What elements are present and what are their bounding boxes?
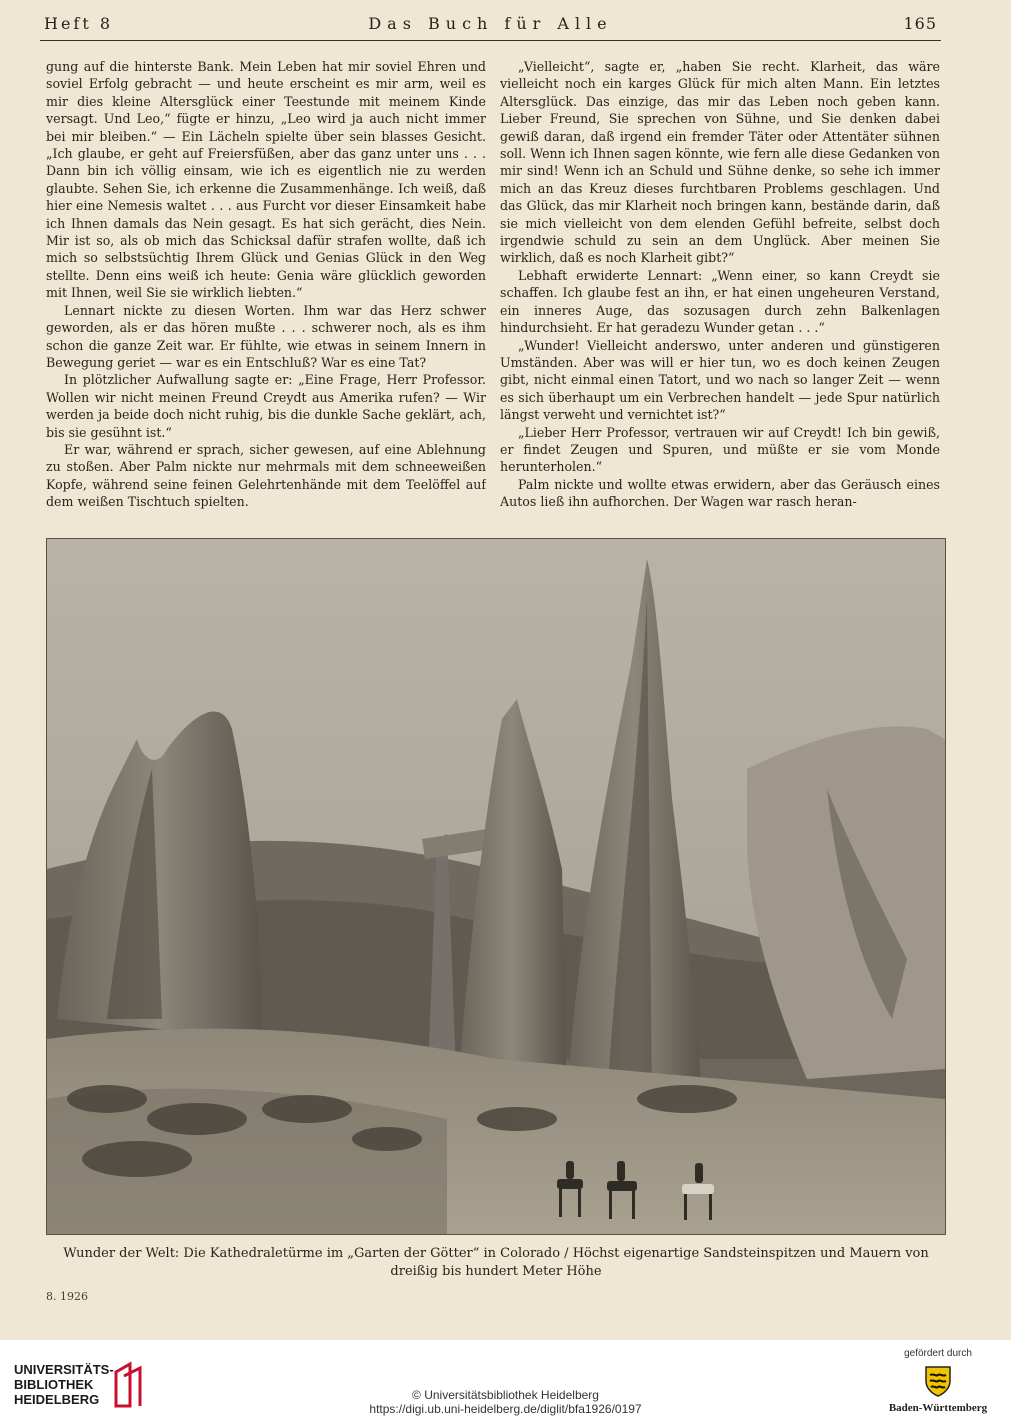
text-column-left [46, 58, 486, 518]
copyright-notice [0, 1388, 1011, 1416]
paragraph: „Vielleicht“, sagte er, „haben Sie recht. Klarheit, das wäre vielleicht noch ein karges Glück für mich alten Mann. Ein letztes Altersglück. Das einzige, das mir das Leben noch geben kann. Lieber Freund, Sie sprechen von Sühne, und Sie denken dabei gewiß daran, daß irgend ein fremder Täter oder Attentäter sühnen soll. Wenn ich Ihnen sagen könnte, wie fern alle diese Gedanken von mir sind! Wenn ich an Schuld und Sühne denke, so sehe ich immer mich an das Kreuz dieses furchtbaren Problems geschlagen. Und das Glück, das mir Klarheit noch bringen kann, bestände darin, daß sie mich vielleicht von dem elenden Gefühl befreite, selbst doch irgendwie schuld zu sein an dem Unglück. Aber meinen Sie wirklich, daß es noch Klarheit gibt?“ [500, 59, 940, 266]
paragraph: Er war, während er sprach, sicher gewesen, auf eine Ablehnung zu stoßen. Aber Palm nickte nur mehrmals mit dem schneeweißen Kopfe, während seine feinen Gelehrtenhände mit dem Teelöffel auf dem weißen Tischtuch spielten. [46, 441, 486, 510]
state-crest-icon [921, 1363, 955, 1397]
copyright-text: © Universitätsbibliothek Heidelberg [412, 1388, 599, 1402]
digitization-footer [0, 1340, 1011, 1418]
library-name-line: UNIVERSITÄTS- [14, 1362, 114, 1377]
paragraph: Lennart nickte zu diesen Worten. Ihm war das Herz schwer geworden, als er das hören mußte . . . schwerer noch, als es ihm schon die ganze Zeit war. Er fühlte, wie etwas in seinem Innern in Bewegung geriet — war es ein Entschluß? War es eine Tat? [46, 302, 486, 370]
publication-title: Das Buch für Alle [368, 14, 613, 33]
paragraph: gung auf die hinterste Bank. Mein Leben hat mir soviel Ehren und soviel Erfolg gebracht — und heute erscheint es mir arm, weil es mir dies kleine Altersglück einer Teestunde mit meinem Kinde versagt. Und Leo,“ fügte er hinzu, „Leo wird ja auch nicht immer bei mir bleiben.“ — Ein Lächeln spielte über sein blasses Gesicht. „Ich glaube, er geht auf Freiersfüßen, aber das ganz unter uns . . . Dann bin ich völlig einsam, wie ich es eigentlich nie zu werden glaubte. Sehen Sie, ich erkenne die Zusammenhänge. Ich weiß, daß hier eine Nemesis waltet . . . aus Furcht vor dieser Einsamkeit habe ich Ihnen damals das Nein gesagt. Es hat sich gerächt, dies Nein. Mir ist so, als ob mich das Schicksal dafür strafen wollte, daß ich mich so selbstsüchtig Ihrem Glück und Genias Glück in den Weg stellte. Denn eins weiß ich heute: Genia wäre glücklich geworden mit Ihnen, weil Sie sie wirklich liebten.“ [46, 59, 486, 301]
paragraph: Lebhaft erwiderte Lennart: „Wenn einer, so kann Creydt sie schaffen. Ich glaube fest an ihn, er hat einen ungeheuren Verstand, ein inneres Auge, das sozusagen durch zehn Balkenlagen hindurchsieht. Er hat geradezu Wunder getan . . .“ [500, 267, 940, 336]
page-number: 165 [903, 14, 937, 33]
photo-illustration [47, 539, 945, 1234]
paragraph: „Wunder! Vielleicht anderswo, unter anderen und günstigeren Umständen. Aber was will er hier tun, wo es doch keinen Zeugen gibt, nicht einmal einen Tatort, und wo nach so langer Zeit — wenn es sich überhaupt um ein Verbrechen handelt — jede Spur natürlich längst verweht und vernichtet ist?“ [500, 337, 940, 423]
print-date: 8. 1926 [46, 1290, 88, 1303]
paragraph: In plötzlicher Aufwallung sagte er: „Eine Frage, Herr Professor. Wollen wir nicht meinen Freund Creydt aus Amerika rufen? — Wir werden ja beide doch nicht ruhig, bis die dunkle Sache geklärt, ach, bis sie gesühnt ist.“ [46, 372, 486, 440]
library-name-line: BIBLIOTHEK [14, 1377, 94, 1392]
permalink[interactable]: https://digi.ub.uni-heidelberg.de/diglit/bfa1926/0197 [369, 1402, 642, 1416]
photo-caption: Wunder der Welt: Die Kathedraletürme im „Garten der Götter“ in Colorado / Höchst eigenartige Sandsteinspitzen und Mauern von dreißig bis hundert Meter Höhe [63, 1246, 929, 1279]
library-name-line: HEIDELBERG [14, 1392, 100, 1407]
paragraph: „Lieber Herr Professor, vertrauen wir auf Creydt! Ich bin gewiß, er findet Zeugen und Spuren, und müßte er sie vom Monde herunterholen.“ [500, 424, 940, 475]
sponsor-name: Baden-Württemberg [888, 1402, 988, 1414]
header-rule [40, 40, 941, 41]
sponsor-block [883, 1348, 993, 1414]
paragraph: Palm nickte und wollte etwas erwidern, aber das Geräusch eines Autos ließ ihn aufhorchen. Der Wagen war rasch heran- [500, 476, 940, 510]
text-column-right [500, 58, 940, 518]
cathedral-spires-photograph [46, 538, 946, 1235]
issue-label: Heft 8 [44, 14, 114, 33]
running-head [44, 14, 937, 38]
sponsor-label: gefördert durch [904, 1348, 972, 1359]
